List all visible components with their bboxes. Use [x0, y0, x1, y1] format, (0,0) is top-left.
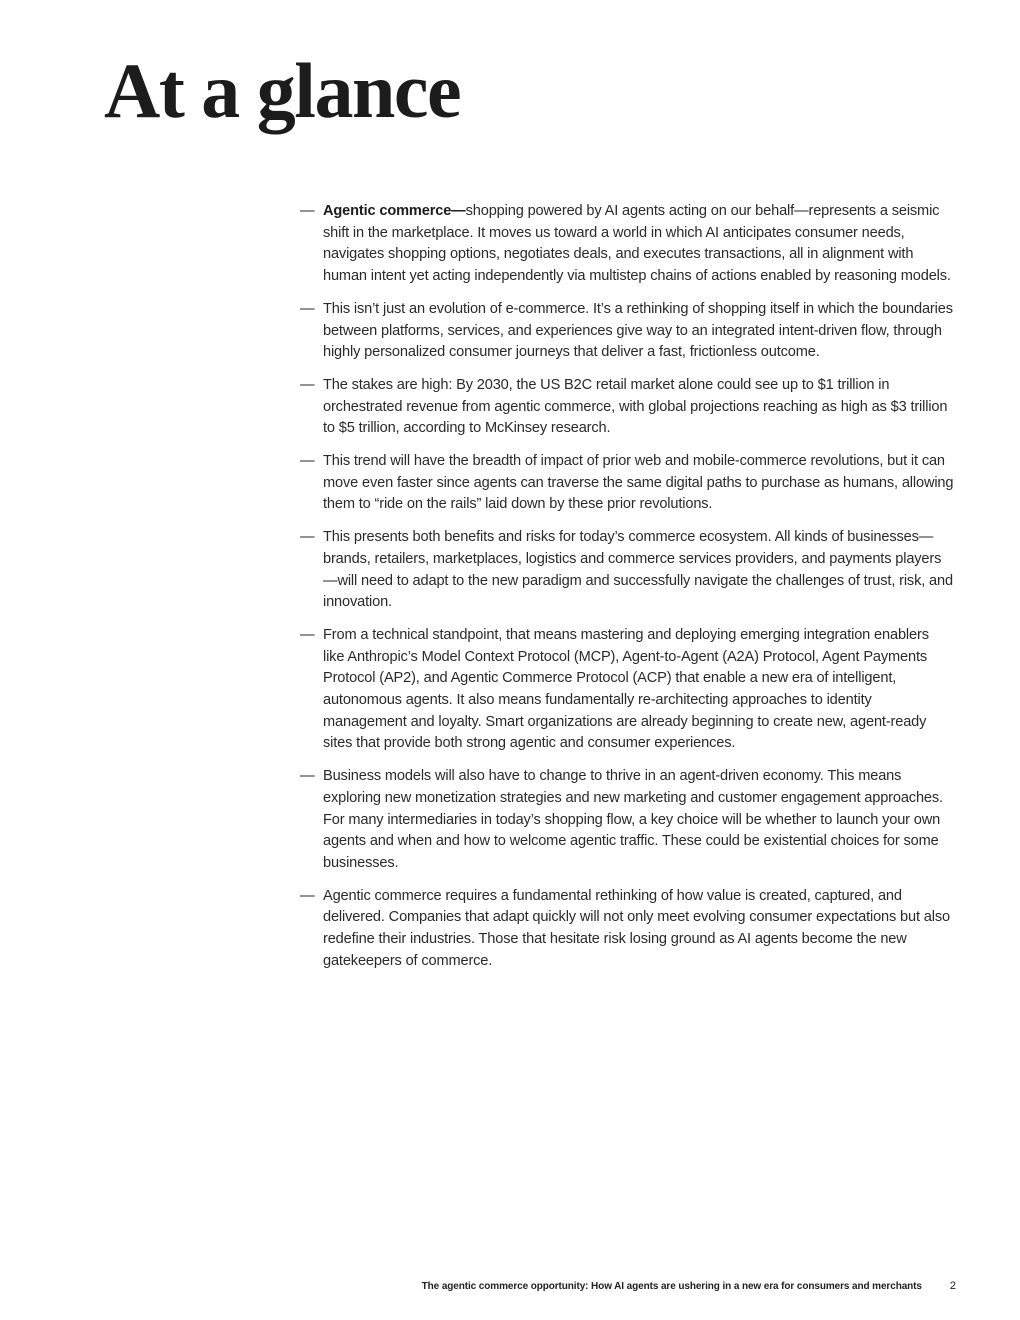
bullet-text: This trend will have the breadth of impact of prior web and mobile-commerce revolutions, but it can move even faster since agents can traverse the same digital paths to purchase as humans, allowing them to “ride on the rails” laid down by these prior revolutions.: [323, 453, 954, 513]
bullet-text: Agentic commerce requires a fundamental rethinking of how value is created, captured, and delivered. Companies that adapt quickly will not only meet evolving consumer expectations but also redefine their industries. Those that hesitate risk losing ground as AI agents become the new gatekeepers of commerce.: [323, 887, 950, 969]
list-item: [300, 527, 954, 614]
list-item: [300, 299, 954, 364]
page-number: 2: [949, 1280, 956, 1292]
bullet-text: Business models will also have to change to thrive in an agent-driven economy. This means exploring new monetization strategies and new marketing and customer engagement approaches. For many intermediaries in today’s shopping flow, a key choice will be whether to launch your own agents and when and how to welcome agentic traffic. These could be existential choices for some businesses.: [323, 768, 943, 871]
list-item: [300, 201, 954, 288]
bullet-list: [300, 201, 954, 984]
bullet-dash: —: [300, 203, 315, 219]
page-footer: [422, 1280, 956, 1292]
list-item: [300, 886, 954, 973]
bullet-dash: —: [300, 376, 315, 393]
bullet-dash: —: [300, 887, 315, 904]
list-item: [300, 766, 954, 875]
bullet-dash: —: [300, 768, 315, 785]
list-item: [300, 625, 954, 755]
bullet-text: From a technical standpoint, that means mastering and deploying emerging integration enablers like Anthropic’s Model Context Protocol (MCP), Agent-to-Agent (A2A) Protocol, Agent Payments Protocol (AP2), and Agentic Commerce Protocol (ACP) that enable a new era of intelligent, autonomous agents. It also means fundamentally re-architecting approaches to identity management and loyalty. Smart organizations are already beginning to create new, agent-ready sites that provide both strong agentic and consumer experiences.: [323, 626, 929, 752]
bullet-dash: —: [300, 529, 315, 546]
bullet-dash: —: [300, 453, 315, 470]
list-item: [300, 451, 954, 516]
bullet-dash: —: [300, 626, 315, 643]
bullet-text: shopping powered by AI agents acting on our behalf—represents a seismic shift in the marketplace. It moves us toward a world in which AI anticipates consumer needs, navigates shopping options, negotiates deals, and executes transactions, all in alignment with human intent yet acting independently via multistep chains of actions enabled by reasoning models.: [323, 203, 951, 285]
bullet-text: The stakes are high: By 2030, the US B2C retail market alone could see up to $1 trillion in orchestrated revenue from agentic commerce, with global projections reaching as high as $3 trillion to $5 trillion, according to McKinsey research.: [323, 376, 948, 437]
bullet-lead-term: Agentic commerce—: [323, 203, 466, 219]
bullet-dash: —: [300, 300, 315, 317]
page-title: At a glance: [104, 47, 461, 134]
footer-title: The agentic commerce opportunity: How AI agents are ushering in a new era for consumers and merchants: [421, 1280, 922, 1292]
bullet-text: This isn’t just an evolution of e-commerce. It’s a rethinking of shopping itself in which the boundaries between platforms, services, and experiences give way to an integrated intent-driven flow, through highly personalized consumer journeys that deliver a fast, frictionless outcome.: [323, 300, 953, 361]
bullet-text: This presents both benefits and risks for today’s commerce ecosystem. All kinds of businesses—brands, retailers, marketplaces, logistics and commerce services providers, and payments players—will need to adapt to the new paradigm and successfully navigate the challenges of trust, risk, and innovation.: [323, 529, 953, 611]
list-item: [300, 375, 954, 440]
